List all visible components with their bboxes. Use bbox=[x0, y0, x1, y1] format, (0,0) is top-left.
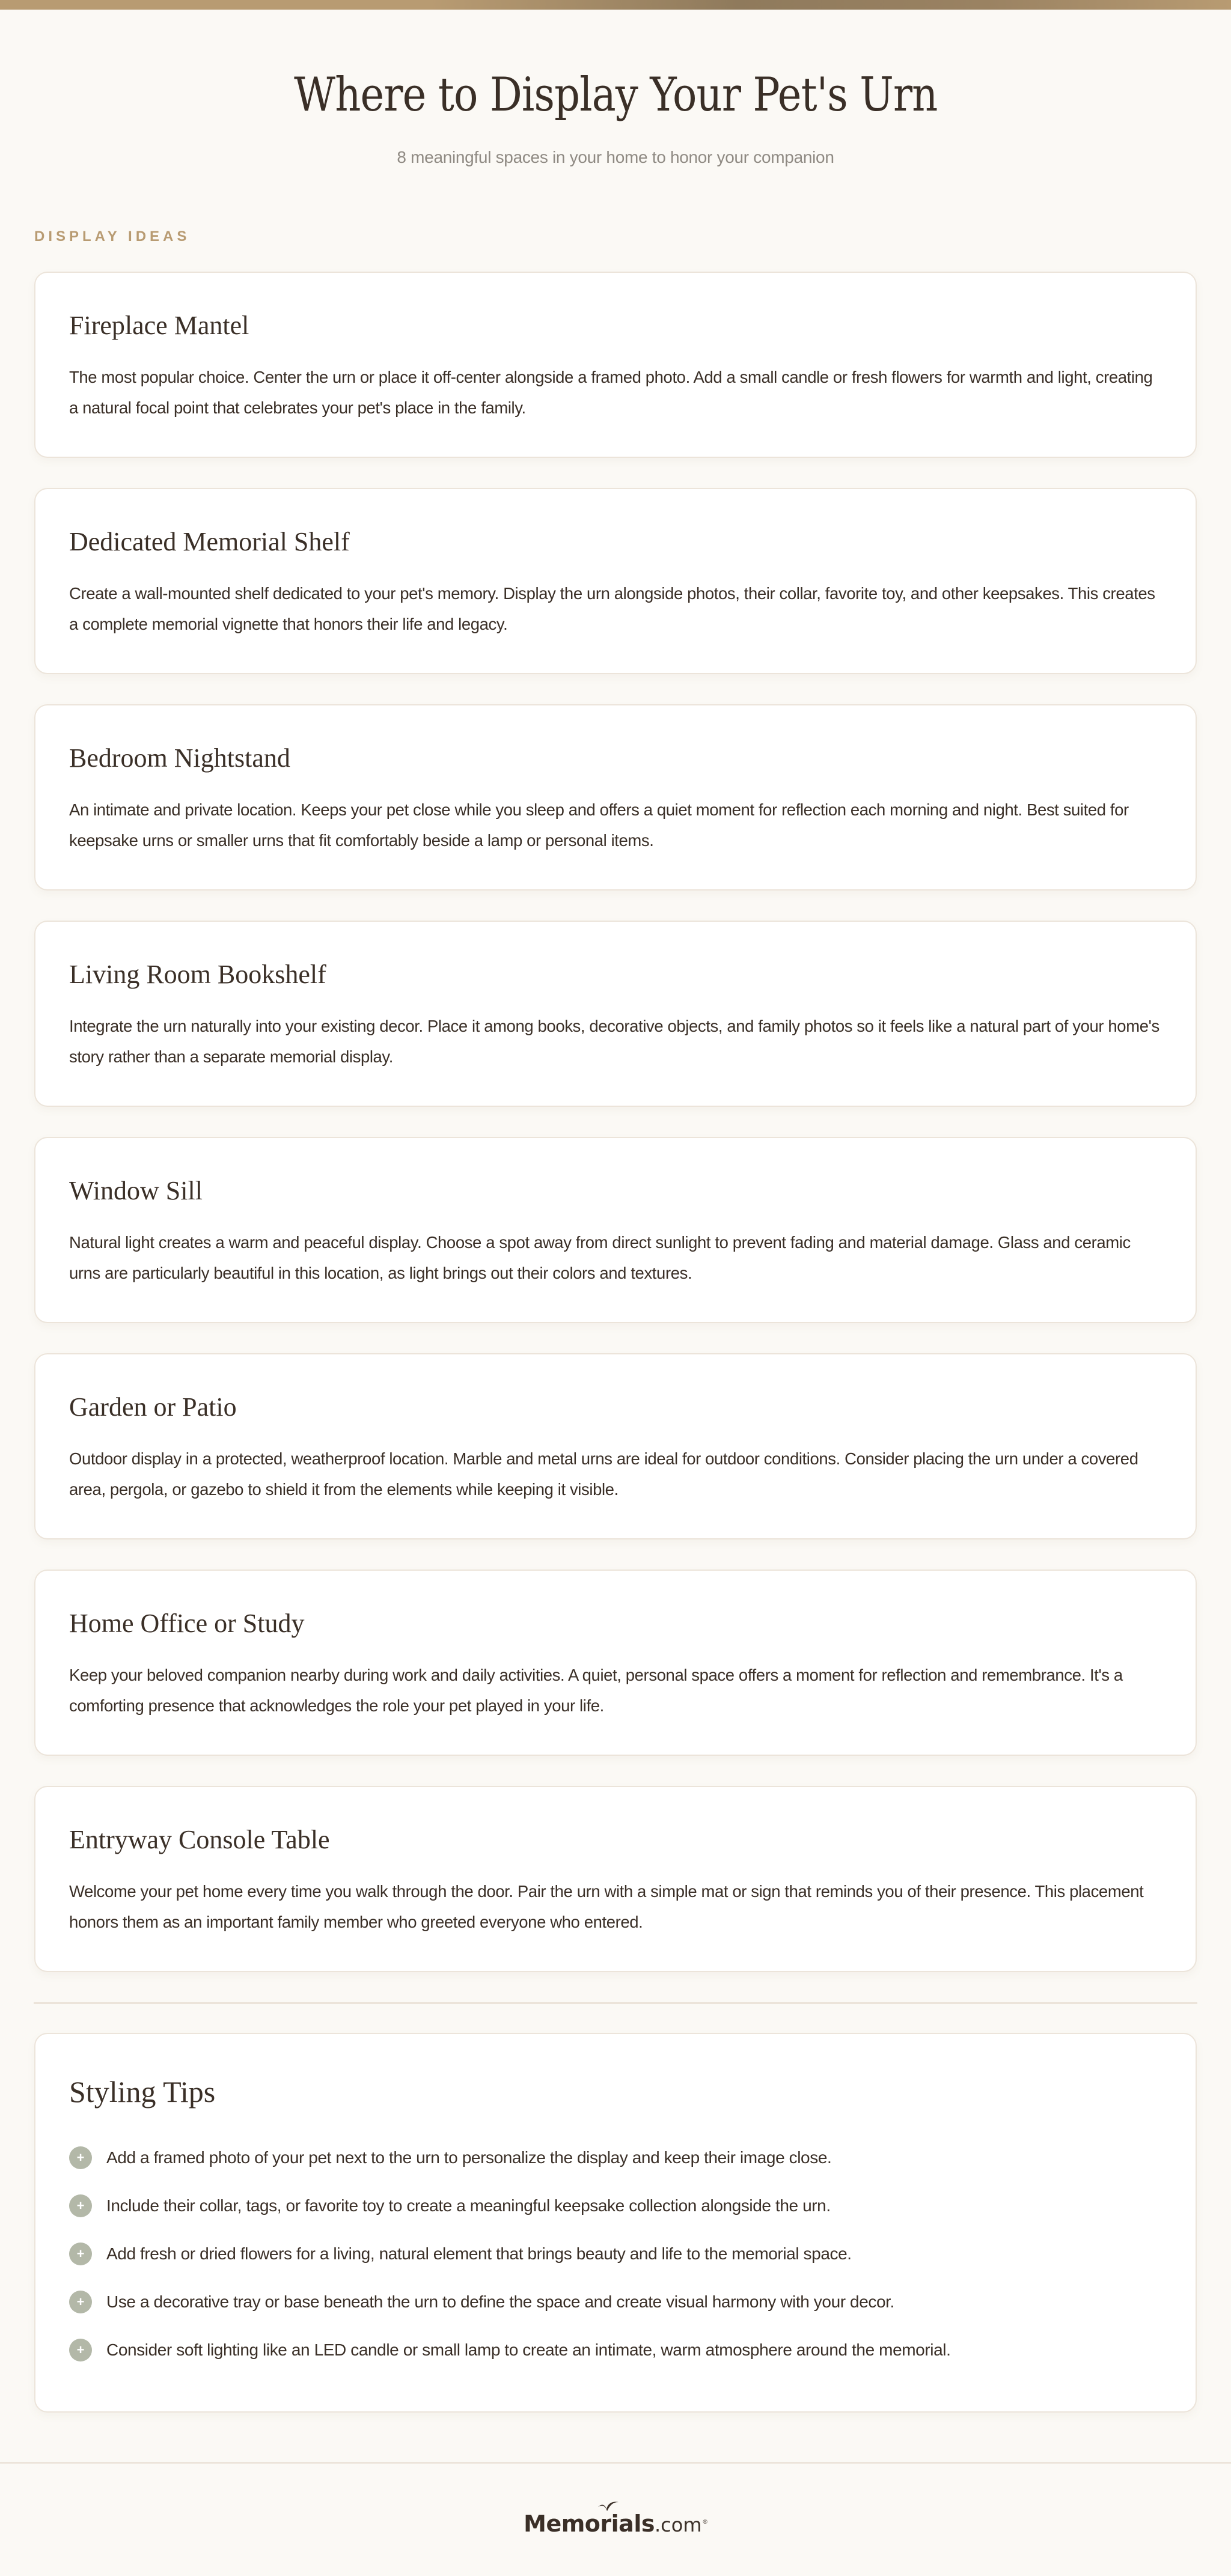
tip-item bbox=[69, 2326, 1162, 2374]
plus-icon: + bbox=[69, 2146, 92, 2169]
page-footer bbox=[0, 2462, 1231, 2576]
idea-card-bedroom-nightstand bbox=[34, 704, 1197, 891]
page-subtitle: 8 meaningful spaces in your home to honor your companion bbox=[397, 147, 834, 166]
page-title: Where to Display Your Pet's Urn bbox=[293, 68, 938, 122]
idea-card-living-room-bookshelf bbox=[34, 921, 1197, 1107]
idea-card-title: Entryway Console Table bbox=[69, 1824, 330, 1854]
bird-icon bbox=[597, 2500, 620, 2512]
idea-card-entryway-console bbox=[34, 1786, 1197, 1972]
idea-card-fireplace-mantel bbox=[34, 272, 1197, 458]
page-header bbox=[0, 10, 1231, 167]
tip-text: Use a decorative tray or base beneath the urn to define the space and create visual harmony with your decor. bbox=[106, 2292, 894, 2311]
idea-card-title: Bedroom Nightstand bbox=[69, 743, 290, 773]
idea-card-title: Fireplace Mantel bbox=[69, 310, 249, 340]
idea-card-description: The most popular choice. Center the urn or place it off-center alongside a framed photo. Add a small candle or fresh flowers for warmth and light, creating a natural focal point that celebrates your pet's place in the family. bbox=[69, 368, 1153, 418]
tip-item bbox=[69, 2230, 1162, 2278]
idea-card-description: Keep your beloved companion nearby during work and daily activities. A quiet, personal space offers a moment for reflection and remembrance. It's a comforting presence that acknowledges the role your pet played in your life. bbox=[69, 1666, 1123, 1716]
section-divider bbox=[34, 2002, 1197, 2004]
idea-card-title: Dedicated Memorial Shelf bbox=[69, 526, 350, 556]
idea-card-description: Welcome your pet home every time you walk through the door. Pair the urn with a simple mat or sign that reminds you of their presence. This placement honors them as an important family member who greeted everyone who entered. bbox=[69, 1882, 1144, 1932]
display-ideas-list bbox=[34, 272, 1197, 1972]
idea-card-description: Natural light creates a warm and peaceful display. Choose a spot away from direct sunlight to prevent fading and material damage. Glass and ceramic urns are particularly beautiful in this location, as light brings out their colors and textures. bbox=[69, 1233, 1131, 1283]
idea-card-title: Window Sill bbox=[69, 1175, 203, 1205]
plus-icon: + bbox=[69, 2194, 92, 2217]
idea-card-memorial-shelf bbox=[34, 488, 1197, 674]
idea-card-home-office bbox=[34, 1570, 1197, 1756]
logo-wordmark: Memorials bbox=[524, 2511, 655, 2538]
idea-card-description: Create a wall-mounted shelf dedicated to your pet's memory. Display the urn alongside photos, their collar, favorite toy, and other keepsakes. This creates a complete memorial vignette that honors their life and legacy. bbox=[69, 584, 1155, 634]
idea-card-title: Living Room Bookshelf bbox=[69, 959, 326, 989]
idea-card-garden-patio bbox=[34, 1353, 1197, 1539]
tip-text: Consider soft lighting like an LED candle or small lamp to create an intimate, warm atmosphere around the memorial. bbox=[106, 2340, 951, 2359]
idea-card-title: Home Office or Study bbox=[69, 1608, 305, 1638]
registered-mark: ® bbox=[703, 2519, 707, 2526]
styling-tips-list bbox=[69, 2134, 1162, 2374]
tip-text: Add fresh or dried flowers for a living, natural element that brings beauty and life to the memorial space. bbox=[106, 2244, 852, 2263]
idea-card-description: Outdoor display in a protected, weatherproof location. Marble and metal urns are ideal for outdoor conditions. Consider placing the urn under a covered area, pergola, or gazebo to shield it from the elements while keeping it visible. bbox=[69, 1449, 1138, 1499]
plus-icon: + bbox=[69, 2339, 92, 2361]
memorials-logo[interactable] bbox=[524, 2502, 707, 2537]
logo-domain: .com bbox=[654, 2514, 702, 2537]
top-accent-bar bbox=[0, 0, 1231, 10]
idea-card-title: Garden or Patio bbox=[69, 1392, 237, 1422]
styling-tips-card bbox=[34, 2033, 1197, 2413]
idea-card-description: Integrate the urn naturally into your existing decor. Place it among books, decorative objects, and family photos so it feels like a natural part of your home's story rather than a separate memorial display. bbox=[69, 1017, 1159, 1067]
plus-icon: + bbox=[69, 2291, 92, 2313]
plus-icon: + bbox=[69, 2243, 92, 2265]
section-label-display-ideas: DISPLAY IDEAS bbox=[34, 228, 191, 245]
tip-item bbox=[69, 2182, 1162, 2230]
styling-tips-title: Styling Tips bbox=[69, 2074, 216, 2109]
tip-item bbox=[69, 2134, 1162, 2182]
tip-text: Include their collar, tags, or favorite toy to create a meaningful keepsake collection alongside the urn. bbox=[106, 2196, 831, 2215]
idea-card-window-sill bbox=[34, 1137, 1197, 1323]
tip-text: Add a framed photo of your pet next to the urn to personalize the display and keep their image close. bbox=[106, 2148, 832, 2167]
tip-item bbox=[69, 2278, 1162, 2326]
idea-card-description: An intimate and private location. Keeps your pet close while you sleep and offers a quiet moment for reflection each morning and night. Best suited for keepsake urns or smaller urns that fit comfortably beside a lamp or personal items. bbox=[69, 800, 1129, 850]
